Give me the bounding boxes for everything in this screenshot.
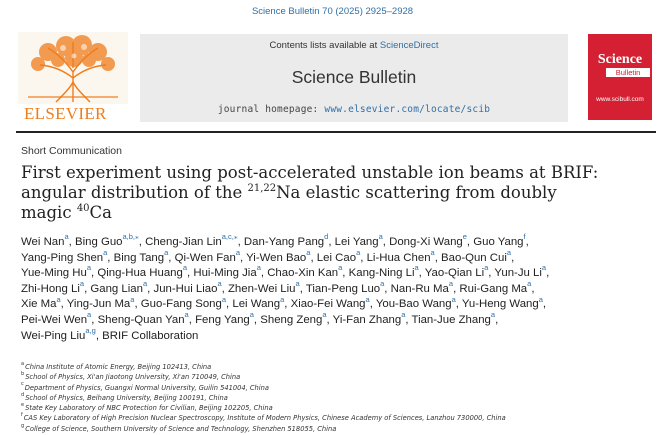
affiliation-text: State Key Laboratory of NBC Protection for Civilian, Beijing 102205, China (25, 404, 273, 413)
cover-subtitle: Bulletin (606, 68, 650, 77)
title-line (21, 183, 641, 203)
author-name[interactable]: Wei-Ping Liu (21, 329, 86, 342)
publisher-name: ELSEVIER (24, 104, 107, 123)
author-name[interactable]: Feng Yang (195, 313, 250, 326)
author-name[interactable]: Dan-Yang Pang (243, 236, 325, 248)
author-line: Zhi-Hong Li$^a$, Gang Lian$^a$, Jun-Hui Liao$^a$, Zhen-Wei Liu$^a$, Tian-Peng Luo$^a$, Nan-Ru Ma$^a$, Rui-Gang Ma$^a$, (21, 278, 535, 295)
affiliation-item (21, 383, 661, 393)
affiliation-marker[interactable]: a (182, 263, 188, 273)
author-name[interactable]: Yao-Qian Li (424, 267, 485, 280)
affiliation-marker[interactable]: a (541, 263, 547, 273)
affiliation-letter: b (21, 371, 25, 378)
affiliation-text: Department of Physics, Guangxi Normal University, Guilin 541004, China (24, 383, 269, 392)
affiliation-marker[interactable]: a (356, 247, 361, 257)
author-line: Yue-Ming Hu$^a$, Qing-Hua Huang$^a$, Hui-Ming Jia$^a$, Chao-Xin Kan$^a$, Kang-Ning Li$^a$, Yao-Qian Li$^a$, Yun-Ju Li$^a$, (21, 263, 550, 280)
affiliation-marker[interactable]: a (86, 263, 92, 273)
affiliation-item (21, 372, 661, 382)
affiliation-letter: f (21, 412, 23, 419)
author-line: Wei-Ping Liu$^{a,g}$, BRIF Collaboration (21, 325, 199, 342)
affiliation-marker[interactable]: a (79, 278, 85, 288)
affiliation-marker[interactable]: a (484, 263, 489, 273)
affiliation-marker[interactable]: a (414, 263, 419, 273)
affiliation-marker[interactable]: a (87, 310, 92, 320)
isotope-mass-number: 21,22 (247, 182, 277, 194)
author-name[interactable]: Lei Yang (334, 236, 379, 248)
author-name[interactable]: Pei-Wei Wen (21, 313, 88, 326)
affiliation-marker[interactable]: d (324, 232, 329, 242)
affiliation-text: China Institute of Atomic Energy, Beijing 102413, China (25, 363, 212, 371)
author-name[interactable]: Tian-Peng Luo (305, 282, 381, 295)
affiliation-marker[interactable]: a (249, 310, 254, 320)
author-name[interactable]: Xie Ma (21, 298, 57, 311)
affiliation-text: CAS Key Laboratory of High Precision Nuclear Spectroscopy, Institute of Modern Physics, Chinese Academy of Sciences, Lanzhou 730000, China (23, 414, 506, 423)
author-name[interactable]: Bing Guo (75, 236, 123, 248)
author-line: Xie Ma$^a$, Ying-Jun Ma$^a$, Guo-Fang Song$^a$, Lei Wang$^a$, Xiao-Fei Wang$^a$, You-Bao Wang$^a$, Yu-Heng Wang$^a$, (21, 294, 547, 311)
cover-url: www.scibull.com (596, 96, 644, 103)
title-text: magic (21, 203, 77, 222)
affiliation-marker[interactable]: a (103, 247, 108, 257)
affiliation-item (21, 403, 661, 413)
affiliation-marker[interactable]: a,c,⁎ (221, 232, 238, 242)
author-name[interactable]: Wei Nan (21, 236, 65, 248)
homepage-prefix: journal homepage: (217, 104, 325, 115)
author-name[interactable]: Yi-Wen Bao (246, 251, 307, 264)
affiliation-list (21, 362, 661, 434)
author-name[interactable]: Qing-Hua Huang (97, 267, 183, 280)
affiliation-letter: d (21, 391, 25, 398)
affiliation-marker[interactable]: a (256, 263, 261, 273)
affiliation-marker[interactable]: a (221, 294, 227, 304)
author-line: Yang-Ping Shen$^a$, Bing Tang$^a$, Qi-Wen Fan$^a$, Yi-Wen Bao$^a$, Lei Cao$^a$, Li-Hua Chen$^a$, Bao-Qun Cui$^a$, (21, 247, 515, 264)
contents-prefix: Contents lists available at (269, 40, 380, 51)
affiliation-marker[interactable]: a (64, 232, 69, 242)
author-name[interactable]: Qi-Wen Fan (174, 251, 236, 264)
contents-line (140, 40, 568, 51)
affiliation-text: College of Science, Southern University of Science and Technology, Shenzhen 518055, China (25, 424, 337, 433)
title-line (21, 203, 641, 223)
affiliation-letter: g (21, 422, 25, 429)
affiliation-letter: e (21, 401, 25, 408)
homepage-link[interactable]: www.elsevier.com/locate/scib (324, 104, 491, 115)
author-name[interactable]: Rui-Gang Ma (459, 282, 528, 295)
affiliation-item (21, 413, 661, 423)
affiliation-marker[interactable]: a (538, 294, 543, 304)
affiliation-marker[interactable]: e (462, 232, 467, 242)
author-name[interactable]: Bao-Qun Cui (441, 251, 507, 264)
author-name[interactable]: Guo Yang (473, 236, 524, 248)
title-text: First experiment using post-accelerated unstable ion beams at BRIF: (21, 163, 599, 182)
affiliation-marker[interactable]: a (56, 294, 61, 304)
affiliation-marker[interactable]: a (506, 247, 512, 257)
affiliation-marker[interactable]: a (490, 310, 496, 320)
elsevier-tree-icon (18, 32, 128, 104)
author-name[interactable]: Zhi-Hong Li (21, 282, 80, 295)
affiliation-letter: a (21, 360, 25, 367)
affiliation-marker[interactable]: a (430, 247, 435, 257)
author-name[interactable]: Lei Wang (232, 298, 281, 311)
author-name[interactable]: You-Bao Wang (375, 298, 452, 311)
affiliation-marker[interactable]: a (322, 310, 327, 320)
journal-title: Science Bulletin (291, 67, 417, 87)
affiliation-marker[interactable]: a (164, 247, 169, 257)
affiliation-marker[interactable]: a (365, 294, 370, 304)
author-name[interactable]: Yang-Ping Shen (21, 251, 104, 264)
journal-citation[interactable]: Science Bulletin 70 (2025) 2925–2928 (251, 6, 414, 17)
affiliation-marker[interactable]: a (235, 247, 240, 257)
author-name[interactable]: Hui-Ming Jia (193, 267, 257, 280)
author-name[interactable]: Lei Cao (316, 251, 357, 264)
author-name[interactable]: BRIF Collaboration (102, 329, 199, 342)
journal-banner (140, 34, 568, 122)
affiliation-letter: c (21, 381, 24, 388)
author-name[interactable]: Gang Lian (90, 282, 143, 295)
header-divider (16, 131, 656, 133)
affiliation-text: School of Physics, Beihang University, Beijing 100191, China (25, 393, 228, 402)
affiliation-marker[interactable]: a (401, 310, 406, 320)
journal-cover[interactable] (588, 34, 652, 120)
title-text: Ca (89, 203, 113, 222)
affiliation-marker[interactable]: f (523, 232, 526, 242)
elsevier-logo[interactable] (18, 32, 128, 126)
author-name[interactable]: Guo-Fang Song (140, 298, 222, 311)
homepage-line (140, 104, 568, 115)
affiliation-marker[interactable]: a (527, 278, 532, 288)
affiliation-marker[interactable]: a,g (85, 325, 96, 335)
affiliation-marker[interactable]: a (280, 294, 285, 304)
affiliation-item (21, 393, 661, 403)
affiliation-item (21, 362, 661, 372)
sciencedirect-link[interactable]: ScienceDirect (379, 40, 439, 51)
affiliation-marker[interactable]: a (142, 278, 148, 288)
article-title (21, 163, 641, 223)
title-line (21, 163, 641, 183)
affiliation-item (21, 424, 661, 434)
affiliation-marker[interactable]: a (451, 294, 456, 304)
author-line: Wei Nan$^a$, Bing Guo$^{a,b,⁎}$, Cheng-Jian Lin$^{a,c,⁎}$, Dan-Yang Pang$^d$, Lei Yang$^a$, Dong-Xi Wang$^e$, Guo Yang$^f$, (21, 232, 529, 248)
author-name[interactable]: Jun-Hui Liao (153, 282, 218, 295)
author-name[interactable]: Tian-Jue Zhang (411, 313, 491, 326)
author-name[interactable]: Yu-Heng Wang (461, 298, 539, 311)
author-name[interactable]: Ying-Jun Ma (66, 298, 131, 311)
author-name[interactable]: Chao-Xin Kan (267, 267, 339, 280)
affiliation-marker[interactable]: a,b,⁎ (122, 232, 139, 242)
author-name[interactable]: Sheng Zeng (260, 313, 323, 326)
cover-title: Science (597, 52, 643, 67)
author-name[interactable]: Sheng-Quan Yan (97, 313, 185, 326)
author-name[interactable]: Bing Tang (113, 251, 165, 264)
author-name[interactable]: Yue-Ming Hu (21, 267, 87, 280)
title-text: angular distribution of the (21, 183, 248, 202)
affiliation-marker[interactable]: a (184, 310, 189, 320)
affiliation-marker[interactable]: a (448, 278, 454, 288)
author-list (21, 232, 661, 344)
author-name[interactable]: Nan-Ru Ma (390, 282, 449, 295)
affiliation-marker[interactable]: a (378, 232, 383, 242)
author-name[interactable]: Kang-Ning Li (348, 267, 415, 280)
affiliation-marker[interactable]: a (338, 263, 343, 273)
author-name[interactable]: Zhen-Wei Liu (227, 282, 296, 295)
author-name[interactable]: Yi-Fan Zhang (332, 313, 402, 326)
author-name[interactable]: Cheng-Jian Lin (145, 236, 222, 248)
author-name[interactable]: Yun-Ju Li (494, 267, 542, 280)
author-name[interactable]: Xiao-Fei Wang (290, 298, 366, 311)
affiliation-marker[interactable]: a (380, 278, 385, 288)
affiliation-marker[interactable]: a (306, 247, 311, 257)
affiliation-marker[interactable]: a (295, 278, 300, 288)
author-name[interactable]: Dong-Xi Wang (389, 236, 463, 248)
author-name[interactable]: Li-Hua Chen (366, 251, 431, 264)
affiliation-marker[interactable]: a (130, 294, 135, 304)
affiliation-marker[interactable]: a (217, 278, 222, 288)
article-type: Short Communication (21, 145, 122, 157)
title-text: Na elastic scattering from doubly (276, 183, 557, 202)
isotope-mass-number: 40 (76, 202, 90, 214)
journal-header (16, 32, 656, 126)
affiliation-text: School of Physics, Xi'an Jiaotong University, Xi'an 710049, China (25, 373, 241, 382)
author-line: Pei-Wei Wen$^a$, Sheng-Quan Yan$^a$, Feng Yang$^a$, Sheng Zeng$^a$, Yi-Fan Zhang$^a$, Tian-Jue Zhang$^a$, (21, 310, 499, 326)
